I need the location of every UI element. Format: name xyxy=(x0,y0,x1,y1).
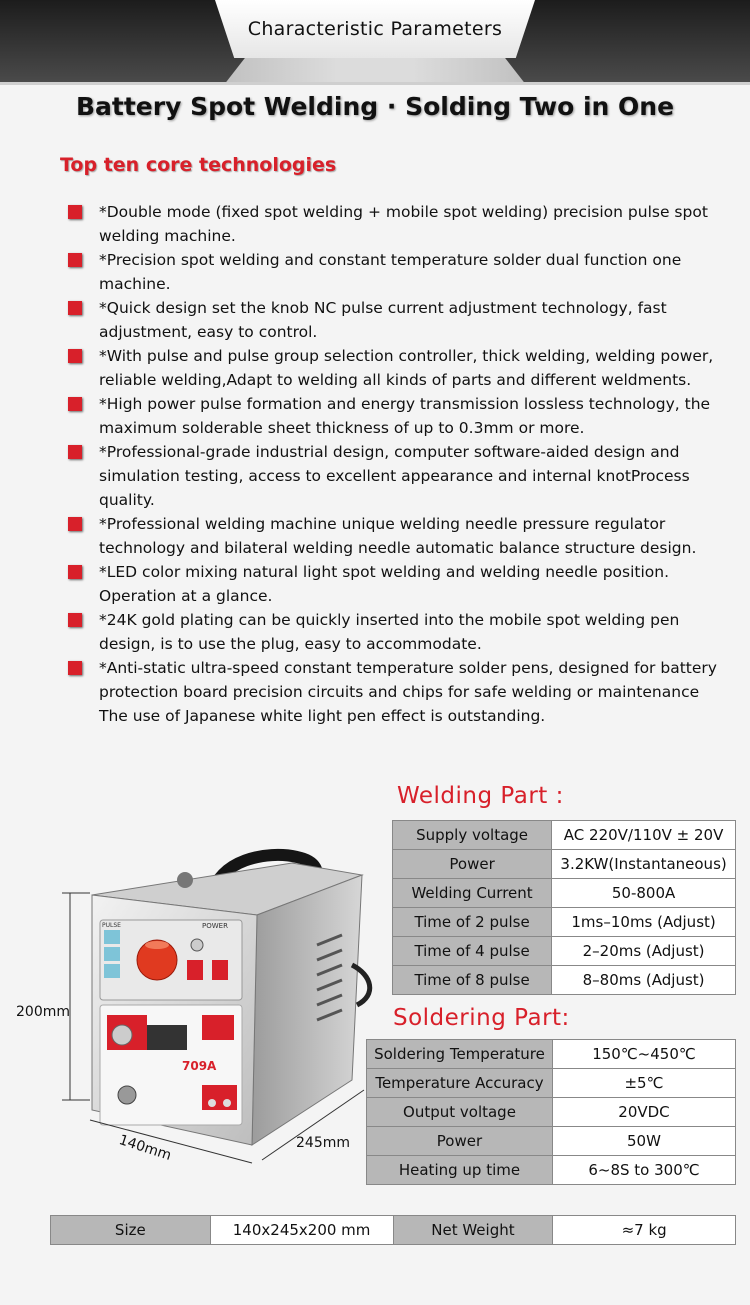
bullet-icon xyxy=(68,445,82,459)
spec-label: Heating up time xyxy=(367,1156,553,1185)
banner-divider xyxy=(0,82,750,85)
spec-value: 2–20ms (Adjust) xyxy=(552,937,736,966)
header-banner xyxy=(0,0,750,82)
feature-item xyxy=(68,656,728,728)
weight-value: ≈7 kg xyxy=(553,1216,736,1245)
soldering-spec-table xyxy=(366,1039,736,1185)
welding-part-title: Welding Part : xyxy=(397,783,564,809)
table-row xyxy=(367,1098,736,1127)
bullet-icon xyxy=(68,517,82,531)
table-row xyxy=(393,821,736,850)
power-indicator xyxy=(191,939,203,951)
bullet-icon xyxy=(68,565,82,579)
feature-item xyxy=(68,200,728,248)
feature-text: *24K gold plating can be quickly inserted into the mobile spot welding pen design, is to use the plug, easy to accommodate. xyxy=(99,611,680,653)
pen-socket xyxy=(118,1086,136,1104)
spec-value: 50-800A xyxy=(552,879,736,908)
spec-label: Welding Current xyxy=(393,879,552,908)
pulse-label: PULSE xyxy=(102,922,121,929)
table-row xyxy=(367,1127,736,1156)
table-row xyxy=(51,1216,736,1245)
feature-text: *Precision spot welding and constant temperature solder dual function one machine. xyxy=(99,251,682,293)
bullet-icon xyxy=(68,397,82,411)
pressure-dial xyxy=(112,1025,132,1045)
spec-value: 8–80ms (Adjust) xyxy=(552,966,736,995)
spec-value: 3.2KW(Instantaneous) xyxy=(552,850,736,879)
bullet-icon xyxy=(68,253,82,267)
spec-label: Power xyxy=(367,1127,553,1156)
welding-spec-table xyxy=(392,820,736,995)
size-weight-table xyxy=(50,1215,736,1245)
spec-label: Time of 4 pulse xyxy=(393,937,552,966)
depth-dimension: 245mm xyxy=(296,1135,350,1151)
spec-label: Supply voltage xyxy=(393,821,552,850)
spec-label: Temperature Accuracy xyxy=(367,1069,553,1098)
table-row xyxy=(367,1040,736,1069)
pulse-led-2 xyxy=(104,947,120,961)
spec-label: Power xyxy=(393,850,552,879)
banner-title: Characteristic Parameters xyxy=(247,18,503,40)
weight-label: Net Weight xyxy=(393,1216,553,1245)
spec-label: Soldering Temperature xyxy=(367,1040,553,1069)
table-row xyxy=(393,937,736,966)
feature-list xyxy=(68,200,728,728)
feature-item xyxy=(68,512,728,560)
feature-text: *With pulse and pulse group selection controller, thick welding, welding power, reliable welding,Adapt to welding all kinds of parts and different weldments. xyxy=(99,347,714,389)
spec-value: 150℃~450℃ xyxy=(552,1040,735,1069)
welding-machine-illustration xyxy=(52,845,382,1175)
feature-item xyxy=(68,392,728,440)
mode-switch xyxy=(212,960,228,980)
feature-text: *Professional welding machine unique welding needle pressure regulator technology and bilateral welding needle automatic balance structure design. xyxy=(99,515,697,557)
width-dimension: 140mm xyxy=(116,1132,174,1164)
feature-text: *Anti-static ultra-speed constant temperature solder pens, designed for battery protection board precision circuits and chips for safe welding or maintenance The use of Japanese white light pen effect is outstanding. xyxy=(99,659,717,725)
solder-jack-2 xyxy=(223,1099,231,1107)
table-row xyxy=(367,1156,736,1185)
bullet-icon xyxy=(68,613,82,627)
pulse-led-3 xyxy=(104,964,120,978)
table-row xyxy=(393,908,736,937)
feature-item xyxy=(68,248,728,296)
spec-value: 50W xyxy=(552,1127,735,1156)
table-row xyxy=(367,1069,736,1098)
solder-panel xyxy=(202,1085,237,1110)
power-label: POWER xyxy=(202,922,228,930)
feature-item xyxy=(68,344,728,392)
spec-label: Time of 2 pulse xyxy=(393,908,552,937)
size-label: Size xyxy=(51,1216,211,1245)
knob-highlight xyxy=(145,941,169,949)
table-row xyxy=(393,850,736,879)
top-knob xyxy=(177,872,193,888)
feature-item xyxy=(68,608,728,656)
feature-item xyxy=(68,440,728,512)
bullet-icon xyxy=(68,661,82,675)
soldering-part-title: Soldering Part: xyxy=(393,1005,570,1031)
core-technologies-title: Top ten core technologies xyxy=(60,154,337,176)
feature-text: *LED color mixing natural light spot welding and welding needle position. Operation at a glance. xyxy=(99,563,670,605)
spec-value: 1ms–10ms (Adjust) xyxy=(552,908,736,937)
page-title: Battery Spot Welding · Solding Two in One xyxy=(75,92,675,121)
spec-label: Time of 8 pulse xyxy=(393,966,552,995)
spec-value: 6~8S to 300℃ xyxy=(552,1156,735,1185)
table-row xyxy=(393,966,736,995)
spec-value: AC 220V/110V ± 20V xyxy=(552,821,736,850)
solder-jack-1 xyxy=(208,1099,216,1107)
feature-text: *Double mode (fixed spot welding + mobile spot welding) precision pulse spot welding machine. xyxy=(99,203,708,245)
height-dimension: 200mm xyxy=(16,1004,70,1020)
bullet-icon xyxy=(68,301,82,315)
feature-text: *Professional-grade industrial design, computer software-aided design and simulation testing, access to excellent appearance and internal knotProcess quality. xyxy=(99,443,690,509)
case-side xyxy=(252,875,362,1145)
pulse-led-1 xyxy=(104,930,120,944)
spec-value: 20VDC xyxy=(552,1098,735,1127)
model-number: 709A xyxy=(182,1059,217,1073)
feature-item xyxy=(68,296,728,344)
bullet-icon xyxy=(68,349,82,363)
table-row xyxy=(393,879,736,908)
label-plate xyxy=(202,1015,234,1040)
electrode-block xyxy=(147,1025,187,1050)
size-value: 140x245x200 mm xyxy=(210,1216,393,1245)
feature-text: *Quick design set the knob NC pulse current adjustment technology, fast adjustment, easy to control. xyxy=(99,299,667,341)
spec-label: Output voltage xyxy=(367,1098,553,1127)
bullet-icon xyxy=(68,205,82,219)
feature-text: *High power pulse formation and energy transmission lossless technology, the maximum solderable sheet thickness of up to 0.3mm or more. xyxy=(99,395,711,437)
power-switch xyxy=(187,960,203,980)
spec-value: ±5℃ xyxy=(552,1069,735,1098)
feature-item xyxy=(68,560,728,608)
